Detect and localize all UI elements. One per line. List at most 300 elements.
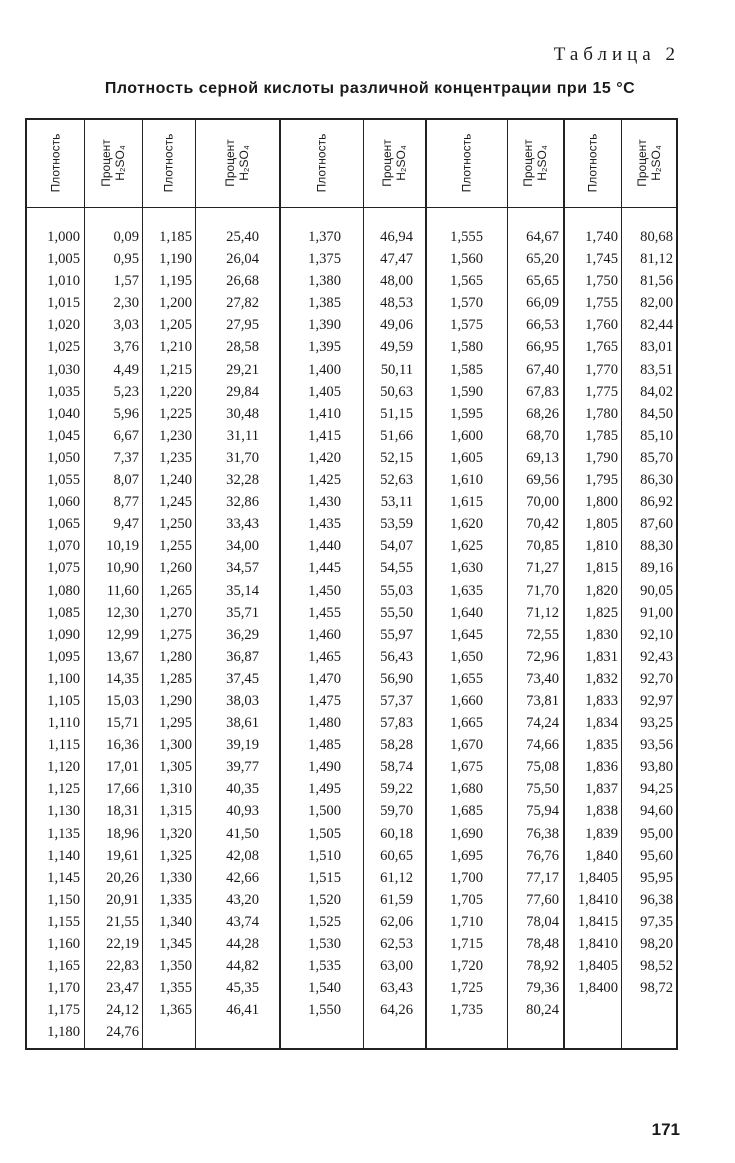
table-cell: 1,380 bbox=[308, 273, 341, 290]
table-cell: 1,785 bbox=[585, 427, 618, 444]
table-cell: 83,51 bbox=[640, 361, 673, 378]
table-cell: 1,635 bbox=[450, 582, 483, 599]
table-cell: 1,540 bbox=[308, 980, 341, 997]
table-cell: 70,42 bbox=[526, 516, 559, 533]
table-cell: 31,70 bbox=[226, 449, 259, 466]
table-cell: 1,200 bbox=[159, 295, 192, 312]
table-cell: 1,840 bbox=[585, 847, 618, 864]
table-cell: 1,325 bbox=[159, 847, 192, 864]
table-cell: 1,695 bbox=[450, 847, 483, 864]
table-cell: 32,86 bbox=[226, 494, 259, 511]
table-cell: 1,838 bbox=[585, 803, 618, 820]
table-cell: 42,66 bbox=[226, 869, 259, 886]
table-cell: 1,585 bbox=[450, 361, 483, 378]
table-cell: 57,83 bbox=[380, 715, 413, 732]
table-cell: 35,71 bbox=[226, 604, 259, 621]
table-cell: 1,210 bbox=[159, 339, 192, 356]
table-cell: 1,485 bbox=[308, 737, 341, 754]
table-cell: 1,375 bbox=[308, 251, 341, 268]
table-cell: 54,55 bbox=[380, 560, 413, 577]
table-cell: 2,30 bbox=[113, 295, 139, 312]
table-cell: 24,12 bbox=[106, 1002, 139, 1019]
table-cell: 54,07 bbox=[380, 538, 413, 555]
table-cell: 1,765 bbox=[585, 339, 618, 356]
table-label: Таблица 2 bbox=[553, 44, 680, 65]
table-cell: 1,240 bbox=[159, 472, 192, 489]
table-cell: 87,60 bbox=[640, 516, 673, 533]
table-cell: 1,831 bbox=[585, 648, 618, 665]
table-cell: 1,165 bbox=[47, 958, 80, 975]
table-cell: 56,90 bbox=[380, 670, 413, 687]
table-cell: 1,040 bbox=[47, 405, 80, 422]
table-cell: 1,710 bbox=[450, 913, 483, 930]
table-cell: 46,41 bbox=[226, 1002, 259, 1019]
table-cell: 1,830 bbox=[585, 626, 618, 643]
table-cell: 12,30 bbox=[106, 604, 139, 621]
table-cell: 1,57 bbox=[113, 273, 139, 290]
table-cell: 1,075 bbox=[47, 560, 80, 577]
table-cell: 63,43 bbox=[380, 980, 413, 997]
table-cell: 1,415 bbox=[308, 427, 341, 444]
table-cell: 1,400 bbox=[308, 361, 341, 378]
table-cell: 97,35 bbox=[640, 913, 673, 930]
table-cell: 1,035 bbox=[47, 383, 80, 400]
table-cell: 1,670 bbox=[450, 737, 483, 754]
table-cell: 34,00 bbox=[226, 538, 259, 555]
table-cell: 1,805 bbox=[585, 516, 618, 533]
table-cell: 1,595 bbox=[450, 405, 483, 422]
table-cell: 1,405 bbox=[308, 383, 341, 400]
table-cell: 1,065 bbox=[47, 516, 80, 533]
table-cell: 91,00 bbox=[640, 604, 673, 621]
table-cell: 1,445 bbox=[308, 560, 341, 577]
table-cell: 1,590 bbox=[450, 383, 483, 400]
table-cell: 43,74 bbox=[226, 913, 259, 930]
table-cell: 1,610 bbox=[450, 472, 483, 489]
table-cell: 16,36 bbox=[106, 737, 139, 754]
table-cell: 1,450 bbox=[308, 582, 341, 599]
header-percent-2: Процент H₂SO₄ bbox=[222, 139, 251, 187]
table-cell: 1,685 bbox=[450, 803, 483, 820]
table-cell: 56,43 bbox=[380, 648, 413, 665]
table-cell: 1,770 bbox=[585, 361, 618, 378]
table-cell: 1,750 bbox=[585, 273, 618, 290]
table-cell: 68,26 bbox=[526, 405, 559, 422]
table-cell: 26,68 bbox=[226, 273, 259, 290]
table-cell: 13,67 bbox=[106, 648, 139, 665]
table-cell: 1,725 bbox=[450, 980, 483, 997]
table-cell: 49,59 bbox=[380, 339, 413, 356]
table-cell: 38,61 bbox=[226, 715, 259, 732]
table-cell: 1,435 bbox=[308, 516, 341, 533]
table-cell: 1,225 bbox=[159, 405, 192, 422]
table-cell: 1,135 bbox=[47, 825, 80, 842]
table-cell: 1,800 bbox=[585, 494, 618, 511]
table-cell: 1,190 bbox=[159, 251, 192, 268]
table-cell: 90,05 bbox=[640, 582, 673, 599]
table-cell: 1,265 bbox=[159, 582, 192, 599]
table-cell: 1,130 bbox=[47, 803, 80, 820]
table-cell: 1,260 bbox=[159, 560, 192, 577]
table-cell: 1,640 bbox=[450, 604, 483, 621]
table-cell: 1,8415 bbox=[577, 913, 618, 930]
table-cell: 75,94 bbox=[526, 803, 559, 820]
table-cell: 1,780 bbox=[585, 405, 618, 422]
table-cell: 1,095 bbox=[47, 648, 80, 665]
table-cell: 70,00 bbox=[526, 494, 559, 511]
table-cell: 1,175 bbox=[47, 1002, 80, 1019]
density-column-4 bbox=[425, 226, 483, 1021]
table-cell: 67,40 bbox=[526, 361, 559, 378]
header-percent-3: Процент H₂SO₄ bbox=[379, 139, 408, 187]
table-cell: 44,28 bbox=[226, 936, 259, 952]
table-cell: 31,11 bbox=[226, 427, 259, 444]
table-cell: 1,8400 bbox=[577, 980, 618, 997]
table-cell: 1,505 bbox=[308, 825, 341, 842]
table-cell: 95,00 bbox=[640, 825, 673, 842]
table-cell: 27,95 bbox=[226, 317, 259, 334]
table-cell: 53,11 bbox=[380, 494, 413, 511]
table-cell: 1,345 bbox=[159, 936, 192, 952]
table-cell: 74,66 bbox=[526, 737, 559, 754]
table-cell: 1,832 bbox=[585, 670, 618, 687]
table-cell: 92,43 bbox=[640, 648, 673, 665]
table-cell: 1,465 bbox=[308, 648, 341, 665]
table-cell: 95,60 bbox=[640, 847, 673, 864]
table-cell: 1,510 bbox=[308, 847, 341, 864]
table-cell: 98,72 bbox=[640, 980, 673, 997]
table-cell: 25,40 bbox=[226, 229, 259, 245]
table-cell: 1,330 bbox=[159, 869, 192, 886]
table-cell: 60,18 bbox=[380, 825, 413, 842]
table-caption: Плотность серной кислоты различной концентрации при 15 °С bbox=[104, 80, 636, 97]
table-cell: 1,550 bbox=[308, 1002, 341, 1019]
table-cell: 1,420 bbox=[308, 449, 341, 466]
table-cell: 71,12 bbox=[526, 604, 559, 621]
table-cell: 1,110 bbox=[47, 715, 80, 732]
table-cell: 44,82 bbox=[226, 958, 259, 975]
table-cell: 39,77 bbox=[226, 759, 259, 776]
table-cell: 1,795 bbox=[585, 472, 618, 489]
table-cell: 1,735 bbox=[450, 1002, 483, 1019]
table-cell: 1,220 bbox=[159, 383, 192, 400]
table-cell: 95,95 bbox=[640, 869, 673, 886]
table-cell: 77,17 bbox=[526, 869, 559, 886]
table-cell: 1,720 bbox=[450, 958, 483, 975]
table-cell: 11,60 bbox=[106, 582, 139, 599]
table-cell: 29,84 bbox=[226, 383, 259, 400]
table-cell: 1,230 bbox=[159, 427, 192, 444]
table-cell: 78,04 bbox=[526, 913, 559, 930]
table-cell: 1,080 bbox=[47, 582, 80, 599]
table-cell: 1,580 bbox=[450, 339, 483, 356]
table-cell: 1,215 bbox=[159, 361, 192, 378]
density-column-1 bbox=[27, 226, 80, 1043]
table-cell: 1,170 bbox=[47, 980, 80, 997]
table-cell: 79,36 bbox=[526, 980, 559, 997]
table-cell: 1,180 bbox=[47, 1024, 80, 1041]
table-cell: 83,01 bbox=[640, 339, 673, 356]
header-percent-5: Процент H₂SO₄ bbox=[634, 139, 663, 187]
table-cell: 1,195 bbox=[159, 273, 192, 290]
table-cell: 1,045 bbox=[47, 427, 80, 444]
table-cell: 1,025 bbox=[47, 339, 80, 356]
table-cell: 34,57 bbox=[226, 560, 259, 577]
table-cell: 1,530 bbox=[308, 936, 341, 952]
table-cell: 15,71 bbox=[106, 715, 139, 732]
header-density-3: Плотность bbox=[314, 133, 328, 193]
table-cell: 36,29 bbox=[226, 626, 259, 643]
table-cell: 1,000 bbox=[47, 229, 80, 245]
table-cell: 1,600 bbox=[450, 427, 483, 444]
table-cell: 1,350 bbox=[159, 958, 192, 975]
table-cell: 74,24 bbox=[526, 715, 559, 732]
table-cell: 67,83 bbox=[526, 383, 559, 400]
table-cell: 58,74 bbox=[380, 759, 413, 776]
table-cell: 96,38 bbox=[640, 891, 673, 908]
table-cell: 1,833 bbox=[585, 692, 618, 709]
table-cell: 1,680 bbox=[450, 781, 483, 798]
table-cell: 1,395 bbox=[308, 339, 341, 356]
table-cell: 1,455 bbox=[308, 604, 341, 621]
table-cell: 1,620 bbox=[450, 516, 483, 533]
table-cell: 1,675 bbox=[450, 759, 483, 776]
header-density-1: Плотность bbox=[48, 133, 63, 193]
table-cell: 1,385 bbox=[308, 295, 341, 312]
table-cell: 1,839 bbox=[585, 825, 618, 842]
header-percent-1: Процент H₂SO₄ bbox=[98, 139, 127, 187]
table-cell: 1,355 bbox=[159, 980, 192, 997]
table-cell: 94,25 bbox=[640, 781, 673, 798]
table-cell: 1,105 bbox=[47, 692, 80, 709]
table-cell: 1,250 bbox=[159, 516, 192, 533]
table-cell: 88,30 bbox=[640, 538, 673, 555]
table-cell: 1,425 bbox=[308, 472, 341, 489]
table-cell: 17,01 bbox=[106, 759, 139, 776]
table-cell: 86,30 bbox=[640, 472, 673, 489]
table-cell: 1,605 bbox=[450, 449, 483, 466]
table-cell: 1,085 bbox=[47, 604, 80, 621]
table-cell: 92,97 bbox=[640, 692, 673, 709]
table-cell: 72,55 bbox=[526, 626, 559, 643]
table-cell: 1,475 bbox=[308, 692, 341, 709]
table-cell: 81,56 bbox=[640, 273, 673, 290]
table-cell: 1,645 bbox=[450, 626, 483, 643]
table-cell: 86,92 bbox=[640, 494, 673, 511]
table-cell: 35,14 bbox=[226, 582, 259, 599]
table-cell: 12,99 bbox=[106, 626, 139, 643]
percent-column-4 bbox=[507, 226, 559, 1021]
table-cell: 57,37 bbox=[380, 692, 413, 709]
table-cell: 50,63 bbox=[380, 383, 413, 400]
table-cell: 1,570 bbox=[450, 295, 483, 312]
table-cell: 65,20 bbox=[526, 251, 559, 268]
table-cell: 10,90 bbox=[106, 560, 139, 577]
table-cell: 1,060 bbox=[47, 494, 80, 511]
table-cell: 3,76 bbox=[113, 339, 139, 356]
table-cell: 40,35 bbox=[226, 781, 259, 798]
table-cell: 1,535 bbox=[308, 958, 341, 975]
table-header-row bbox=[27, 120, 676, 208]
table-cell: 38,03 bbox=[226, 692, 259, 709]
page-number: 171 bbox=[651, 1120, 680, 1139]
table-cell: 75,08 bbox=[526, 759, 559, 776]
table-cell: 85,10 bbox=[640, 427, 673, 444]
table-cell: 1,155 bbox=[47, 913, 80, 930]
table-cell: 98,52 bbox=[640, 958, 673, 975]
table-cell: 30,48 bbox=[226, 405, 259, 422]
table-cell: 76,76 bbox=[526, 847, 559, 864]
table-cell: 98,20 bbox=[640, 936, 673, 952]
table-cell: 1,615 bbox=[450, 494, 483, 511]
table-cell: 1,125 bbox=[47, 781, 80, 798]
table-cell: 3,03 bbox=[113, 317, 139, 334]
table-cell: 41,50 bbox=[226, 825, 259, 842]
table-cell: 1,825 bbox=[585, 604, 618, 621]
table-cell: 1,280 bbox=[159, 648, 192, 665]
table-cell: 28,58 bbox=[226, 339, 259, 356]
table-cell: 1,115 bbox=[47, 737, 80, 754]
table-cell: 65,65 bbox=[526, 273, 559, 290]
table-cell: 43,20 bbox=[226, 891, 259, 908]
table-cell: 1,560 bbox=[450, 251, 483, 268]
table-cell: 1,745 bbox=[585, 251, 618, 268]
table-cell: 1,390 bbox=[308, 317, 341, 334]
table-cell: 1,340 bbox=[159, 913, 192, 930]
density-column-5 bbox=[563, 226, 618, 999]
table-cell: 68,70 bbox=[526, 427, 559, 444]
table-cell: 92,70 bbox=[640, 670, 673, 687]
table-cell: 1,625 bbox=[450, 538, 483, 555]
table-cell: 1,320 bbox=[159, 825, 192, 842]
table-cell: 0,95 bbox=[113, 251, 139, 268]
table-cell: 32,28 bbox=[226, 472, 259, 489]
table-cell: 66,95 bbox=[526, 339, 559, 356]
table-cell: 48,53 bbox=[380, 295, 413, 312]
table-cell: 1,525 bbox=[308, 913, 341, 930]
table-cell: 10,19 bbox=[106, 538, 139, 555]
table-cell: 1,305 bbox=[159, 759, 192, 776]
table-cell: 1,010 bbox=[47, 273, 80, 290]
table-cell: 85,70 bbox=[640, 449, 673, 466]
table-cell: 80,68 bbox=[640, 229, 673, 245]
table-cell: 1,836 bbox=[585, 759, 618, 776]
table-cell: 33,43 bbox=[226, 516, 259, 533]
table-cell: 1,430 bbox=[308, 494, 341, 511]
table-cell: 71,27 bbox=[526, 560, 559, 577]
table-cell: 1,070 bbox=[47, 538, 80, 555]
table-cell: 84,50 bbox=[640, 405, 673, 422]
table-cell: 1,715 bbox=[450, 936, 483, 952]
table-cell: 39,19 bbox=[226, 737, 259, 754]
table-cell: 1,410 bbox=[308, 405, 341, 422]
table-cell: 19,61 bbox=[106, 847, 139, 864]
table-cell: 36,87 bbox=[226, 648, 259, 665]
table-cell: 1,690 bbox=[450, 825, 483, 842]
table-cell: 29,21 bbox=[226, 361, 259, 378]
table-cell: 8,07 bbox=[113, 472, 139, 489]
header-density-2: Плотность bbox=[161, 133, 176, 193]
table-cell: 77,60 bbox=[526, 891, 559, 908]
table-cell: 80,24 bbox=[526, 1002, 559, 1019]
table-cell: 1,015 bbox=[47, 295, 80, 312]
table-cell: 52,15 bbox=[380, 449, 413, 466]
table-cell: 9,47 bbox=[113, 516, 139, 533]
table-cell: 1,150 bbox=[47, 891, 80, 908]
table-cell: 48,00 bbox=[380, 273, 413, 290]
table-cell: 1,440 bbox=[308, 538, 341, 555]
table-cell: 1,740 bbox=[585, 229, 618, 245]
table-cell: 94,60 bbox=[640, 803, 673, 820]
table-cell: 1,295 bbox=[159, 715, 192, 732]
table-cell: 49,06 bbox=[380, 317, 413, 334]
table-cell: 1,490 bbox=[308, 759, 341, 776]
table-cell: 1,810 bbox=[585, 538, 618, 555]
percent-column-3 bbox=[363, 226, 413, 1021]
table-cell: 47,47 bbox=[380, 251, 413, 268]
table-cell: 1,255 bbox=[159, 538, 192, 555]
table-cell: 69,56 bbox=[526, 472, 559, 489]
table-cell: 18,96 bbox=[106, 825, 139, 842]
table-cell: 1,290 bbox=[159, 692, 192, 709]
table-cell: 63,00 bbox=[380, 958, 413, 975]
table-cell: 89,16 bbox=[640, 560, 673, 577]
table-cell: 1,245 bbox=[159, 494, 192, 511]
table-cell: 42,08 bbox=[226, 847, 259, 864]
table-cell: 1,815 bbox=[585, 560, 618, 577]
percent-column-5 bbox=[621, 226, 673, 999]
table-cell: 1,575 bbox=[450, 317, 483, 334]
table-cell: 1,837 bbox=[585, 781, 618, 798]
percent-column-1 bbox=[84, 226, 139, 1043]
table-cell: 1,270 bbox=[159, 604, 192, 621]
table-cell: 26,04 bbox=[226, 251, 259, 268]
table-cell: 84,02 bbox=[640, 383, 673, 400]
table-cell: 1,030 bbox=[47, 361, 80, 378]
table-cell: 1,335 bbox=[159, 891, 192, 908]
table-cell: 59,22 bbox=[380, 781, 413, 798]
table-cell: 1,790 bbox=[585, 449, 618, 466]
table-cell: 1,630 bbox=[450, 560, 483, 577]
header-density-5: Плотность bbox=[585, 133, 599, 193]
table-cell: 61,59 bbox=[380, 891, 413, 908]
table-cell: 81,12 bbox=[640, 251, 673, 268]
density-column-3 bbox=[279, 226, 341, 1021]
table-cell: 1,655 bbox=[450, 670, 483, 687]
table-cell: 20,91 bbox=[106, 891, 139, 908]
table-cell: 1,700 bbox=[450, 869, 483, 886]
table-cell: 1,665 bbox=[450, 715, 483, 732]
table-cell: 1,235 bbox=[159, 449, 192, 466]
table-cell: 1,555 bbox=[450, 229, 483, 245]
table-cell: 17,66 bbox=[106, 781, 139, 798]
table-cell: 73,40 bbox=[526, 670, 559, 687]
table-cell: 1,565 bbox=[450, 273, 483, 290]
table-cell: 21,55 bbox=[106, 913, 139, 930]
header-percent-4: Процент H₂SO₄ bbox=[520, 139, 549, 187]
table-cell: 1,205 bbox=[159, 317, 192, 334]
table-cell: 51,66 bbox=[380, 427, 413, 444]
table-cell: 8,77 bbox=[113, 494, 139, 511]
density-table bbox=[25, 118, 678, 1050]
table-cell: 93,25 bbox=[640, 715, 673, 732]
table-cell: 7,37 bbox=[113, 449, 139, 466]
table-cell: 1,820 bbox=[585, 582, 618, 599]
table-cell: 66,09 bbox=[526, 295, 559, 312]
table-cell: 1,005 bbox=[47, 251, 80, 268]
table-cell: 1,140 bbox=[47, 847, 80, 864]
table-cell: 1,310 bbox=[159, 781, 192, 798]
